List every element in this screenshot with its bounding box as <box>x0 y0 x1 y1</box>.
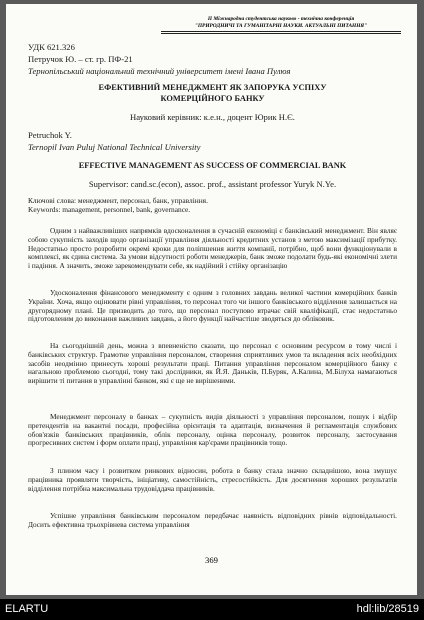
repository-name: ELARTU <box>5 603 49 615</box>
conference-line-2: "ПРИРОДНИЧІ ТА ГУМАНІТАРНІ НАУКИ. АКТУАЛЬНІ ПИТАННЯ" <box>194 22 368 29</box>
title-en: EFFECTIVE MANAGEMENT AS SUCCESS OF COMMERCIAL BANK <box>78 161 347 170</box>
header-rule-2 <box>161 33 401 34</box>
header-rule <box>161 31 401 32</box>
paragraph-1: Одним з найважливіших напрямків вдосконалення в сучасній економіці є банківський менеджмент. Він являє собою сукупність заходів щодо організації управління діяльності кредитних установ з метою максимізації прибутку. Недостатньо просто розробити окремі кроки для поліпшення життя компанії, потрібно, щоб вони функціонували в комплексі, як єдина система. За умови відсутності роботи менеджерів, банк зможе подолати будь-які економічні злети і падіння. А значить, зможе зарекомендувати себе, як надійний і стійку організацію <box>28 226 397 271</box>
paragraph-3: На сьогоднішній день, можна з впевненістю сказати, що персонал є основним ресурсом в тому числі і банківських структур. Грамотне управління персоналом, створення сприятливих умов та вкладення всіх необхідних засобів неодмінно принесуть хороші результати праці. Питання управління персоналом комерційного банку є нагальною проблемою сьогодні, тому такі дослідники, як Й.Я. Даньків, П.Буряк, А.Калина, М.Білуха намагаються вирішити ті питання в управлінні банком, які є ще не вирішеними. <box>28 341 397 386</box>
keywords-en: Keywords: management, personnel, bank, governance. <box>28 205 191 214</box>
supervisor-en: Supervisor: cand.sc.(econ), assoc. prof., assistant professor Yuryk N.Ye. <box>88 179 337 189</box>
keywords-ua: Ключові слова: менеджмент, персонал, банк, управління. <box>28 196 208 205</box>
page-number: 369 <box>205 555 218 565</box>
title-ua-line-2: КОМЕРЦІЙНОГО БАНКУ <box>160 94 265 103</box>
conference-header <box>161 16 401 29</box>
handle-link[interactable]: hdl:lib/28519 <box>356 603 419 615</box>
title-ua-line-1: ЕФЕКТИВНИЙ МЕНЕДЖМЕНТ ЯК ЗАПОРУКА УСПІХУ <box>98 83 327 92</box>
paragraph-2: Удосконалення фінансового менеджменту є одним з головних завдань великої частини комерційних банків України. Хоча, якщо оцінювати рівні управління, то персонал того чи іншого банківського відділення залишається на другорядному плані. Це призводить до того, що персонал поступово втрачає свій кваліфікації, стає недостатньо підготовленим до виконання важливих завдань, а його функції найчастіше зводяться до обліковик. <box>28 288 397 324</box>
paper-page <box>6 4 417 595</box>
conference-line-1: ІІ Міжнародна студентська науково - технічна конференція <box>207 16 355 22</box>
university-ua: Тернопільський національний технічний університет імені Івана Пулюя <box>28 66 291 76</box>
udk-code: УДК 621.326 <box>28 42 75 52</box>
author-en: Petruchok Y. <box>28 130 72 140</box>
author-ua: Петручок Ю. – ст. гр. ПФ-21 <box>28 54 133 64</box>
supervisor-ua: Науковий керівник: к.е.н., доцент Юрик Н.Є. <box>130 112 295 122</box>
paragraph-4: Менеджмент персоналу в банках – сукупність видів діяльності з управління персоналом, пошук і відбір претендентів на вакантні посади, професійна орієнтація та адаптація, визначення й регламентація службових обов'язків банківських працівників, облік персоналу, оцінка персоналу, розвиток персоналу, застосування прогресивних систем і форм оплати праці, управління кар'єрами працівників тощо. <box>28 412 397 448</box>
paragraph-5: З плином часу і розвитком ринкових відносин, робота в банку стала значно складнішою, вона змушує працівника проявляти творчість, ініціативу, самостійність, стресостійкість. Для досягнення хороших результатів відділення потрібна максимальна трудовіддача працівників. <box>28 466 397 493</box>
paragraph-6: Успішне управління банківським персоналом передбачає наявність відповідних рівнів відповідальності. Досить ефективна трьохрівнева система управління <box>28 511 397 529</box>
repository-footer <box>0 599 424 620</box>
university-en: Ternopil Ivan Puluj National Technical University <box>28 142 201 152</box>
